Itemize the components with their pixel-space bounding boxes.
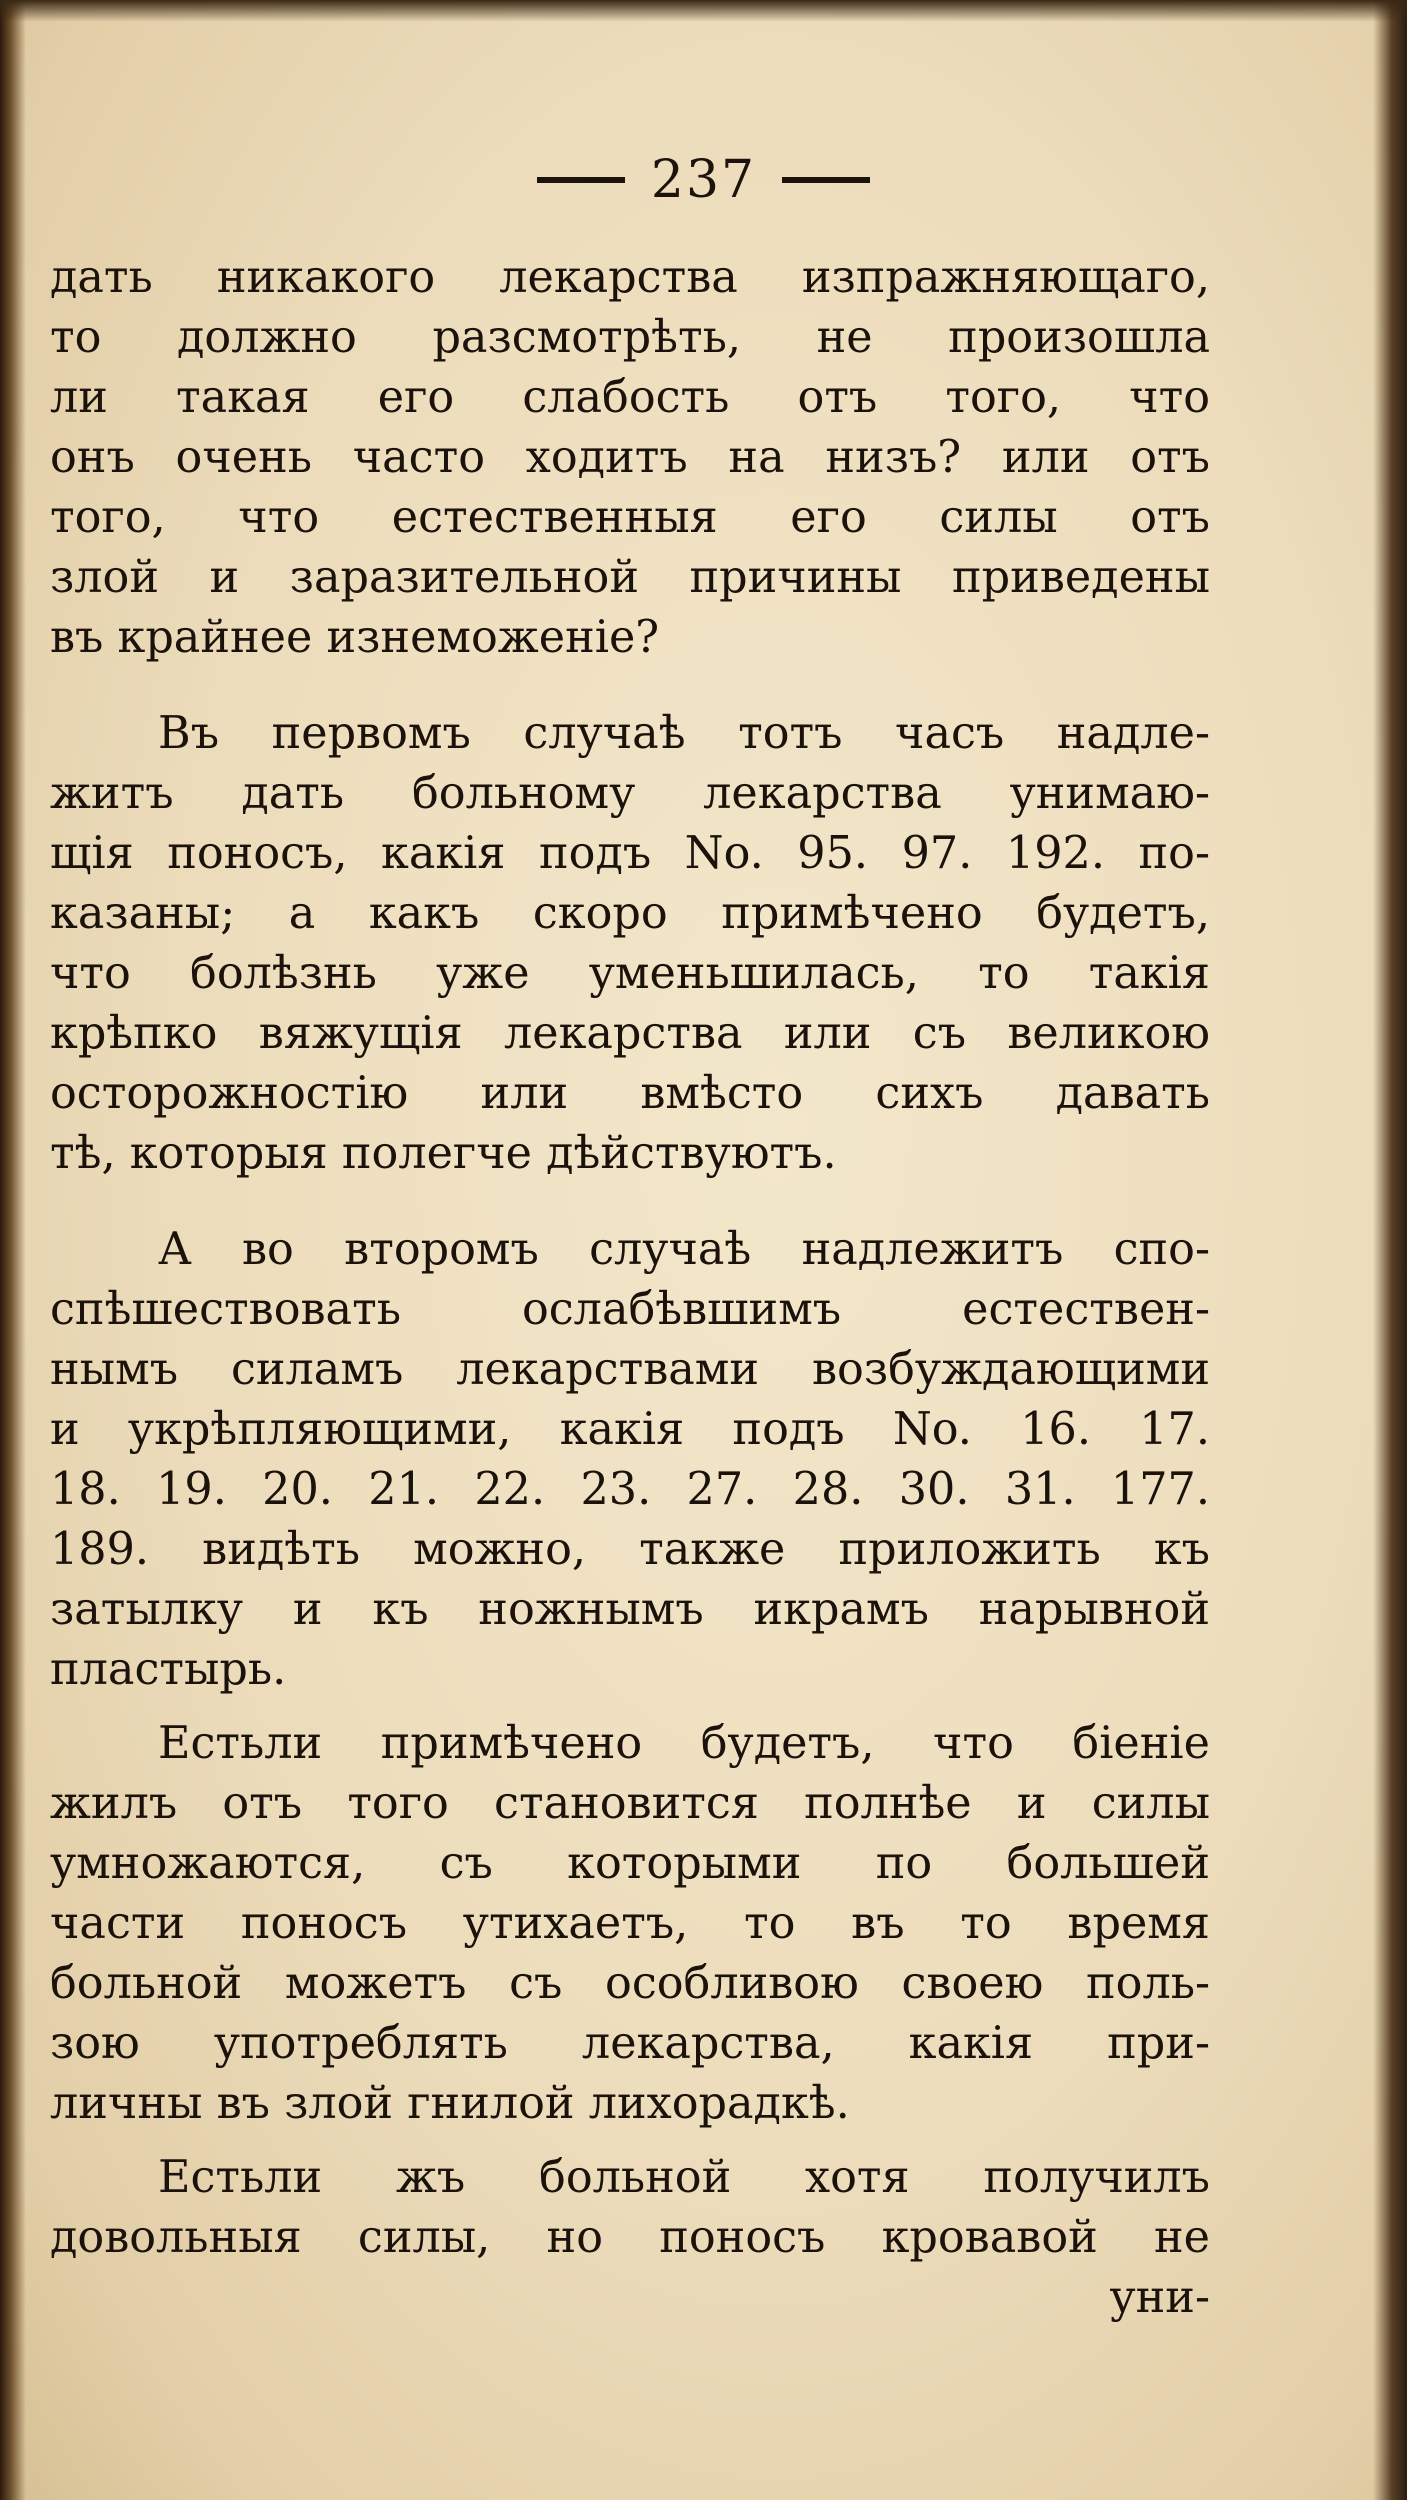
paragraph-gap: [50, 1184, 1210, 1220]
text-line: житъ дать больному лекарства унимаю-: [50, 768, 1210, 819]
text-line: зою употреблять лекарства, какія при-: [50, 2018, 1210, 2069]
page-binding-shadow: [0, 0, 26, 2500]
text-line: ли такая его слабость отъ того, что: [50, 372, 1210, 423]
body-text: [50, 248, 1210, 2328]
text-line: больной можетъ съ особливою своею поль-: [50, 1958, 1210, 2009]
text-line: въ крайнее изнеможеніе?: [50, 612, 660, 663]
text-line: А во второмъ случаѣ надлежитъ спо-: [158, 1224, 1210, 1275]
text-line: спѣшествовать ослабѣвшимъ естествен-: [50, 1284, 1210, 1335]
text-line-catchword: уни-: [1109, 2272, 1210, 2323]
page-edge-shadow: [1373, 0, 1407, 2500]
text-line: тѣ, которыя полегче дѣйствуютъ.: [50, 1128, 837, 1179]
text-line: онъ очень часто ходитъ на низъ? или отъ: [50, 432, 1210, 483]
text-line: дать никакого лекарства изпражняющаго,: [50, 252, 1210, 303]
text-line: части поносъ утихаетъ, то въ то время: [50, 1898, 1210, 1949]
text-line: и укрѣпляющими, какія подъ No. 16. 17.: [50, 1404, 1210, 1455]
text-line: злой и заразительной причины приведены: [50, 552, 1210, 603]
text-line: 18. 19. 20. 21. 22. 23. 27. 28. 30. 31. 177.: [50, 1464, 1210, 1515]
text-line: умножаются, съ которыми по большей: [50, 1838, 1210, 1889]
paragraph-gap: [50, 2134, 1210, 2148]
text-line: то должно разсмотрѣть, не произошла: [50, 312, 1210, 363]
header-dash-right: [782, 177, 870, 183]
text-line: нымъ силамъ лекарствами возбуждающими: [50, 1344, 1210, 1395]
text-line: что болѣзнь уже уменьшилась, то такія: [50, 948, 1210, 999]
text-line: 189. видѣть можно, также приложить къ: [50, 1524, 1210, 1575]
text-line: довольныя силы, но поносъ кровавой не: [50, 2212, 1210, 2263]
page-number: 237: [650, 150, 757, 210]
page-top-shadow: [0, 0, 1407, 22]
paragraph-gap: [50, 1700, 1210, 1714]
paragraph-gap: [50, 668, 1210, 704]
text-line: Естьли жъ больной хотя получилъ: [158, 2152, 1210, 2203]
text-line: жилъ отъ того становится полнѣе и силы: [50, 1778, 1210, 1829]
text-line: Естьли примѣчено будетъ, что біеніе: [158, 1718, 1210, 1769]
page-header: [0, 150, 1407, 210]
text-line: осторожностію или вмѣсто сихъ давать: [50, 1068, 1210, 1119]
text-line: затылку и къ ножнымъ икрамъ нарывной: [50, 1584, 1210, 1635]
text-line: пластырь.: [50, 1644, 287, 1695]
text-line: щія поносъ, какія подъ No. 95. 97. 192. по-: [50, 828, 1210, 879]
text-line: личны въ злой гнилой лихорадкѣ.: [50, 2078, 850, 2129]
text-line: того, что естественныя его силы отъ: [50, 492, 1210, 543]
text-line: казаны; а какъ скоро примѣчено будетъ,: [50, 888, 1210, 939]
text-line: крѣпко вяжущія лекарства или съ великою: [50, 1008, 1210, 1059]
header-dash-left: [537, 177, 625, 183]
text-line: Въ первомъ случаѣ тотъ часъ надле-: [158, 708, 1210, 759]
